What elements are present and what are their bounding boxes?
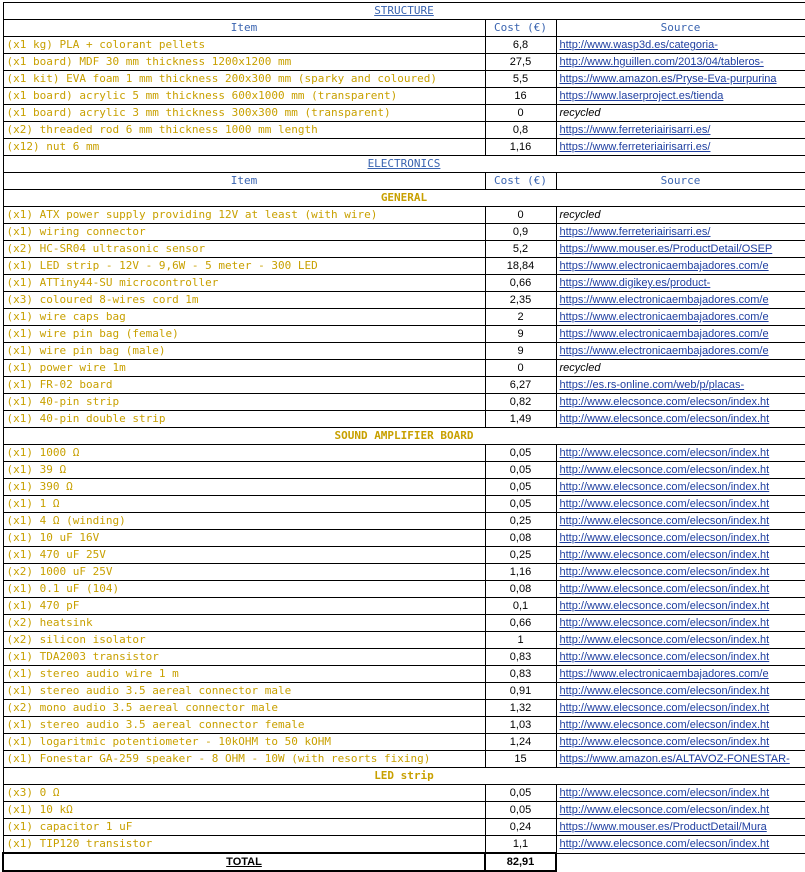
source-link[interactable]: http://www.elecsonce.com/elecson/index.ht [556, 785, 805, 802]
total-empty-cell [556, 853, 805, 871]
table-row [3, 343, 805, 360]
table-row [3, 513, 805, 530]
column-header-source: Source [556, 173, 805, 190]
item-cell: (x1) power wire 1m [3, 360, 485, 377]
item-cell: (x1) 4 Ω (winding) [3, 513, 485, 530]
item-cell: (x1) Fonestar GA-259 speaker - 8 OHM - 10W (with resorts fixing) [3, 751, 485, 768]
source-link[interactable]: https://es.rs-online.com/web/p/placas- [556, 377, 805, 394]
table-row [3, 751, 805, 768]
item-cell: (x1) 470 pF [3, 598, 485, 615]
table-row [3, 547, 805, 564]
item-cell: (x1) wire caps bag [3, 309, 485, 326]
source-cell: recycled [556, 207, 805, 224]
table-row [3, 598, 805, 615]
cost-cell: 0,05 [485, 496, 556, 513]
cost-cell: 2,35 [485, 292, 556, 309]
source-link[interactable]: https://www.ferreteriairisarri.es/ [556, 224, 805, 241]
table-row [3, 309, 805, 326]
cost-cell: 0,08 [485, 530, 556, 547]
source-cell: recycled [556, 105, 805, 122]
source-link[interactable]: https://www.mouser.es/ProductDetail/Mura [556, 819, 805, 836]
table-row [3, 394, 805, 411]
item-cell: (x3) 0 Ω [3, 785, 485, 802]
source-link[interactable]: https://www.electronicaembajadores.com/e [556, 343, 805, 360]
source-link[interactable]: https://www.laserproject.es/tienda [556, 88, 805, 105]
table-row [3, 785, 805, 802]
cost-cell: 0,8 [485, 122, 556, 139]
section-title: STRUCTURE [3, 3, 805, 20]
cost-cell: 1,32 [485, 700, 556, 717]
source-link[interactable]: http://www.elecsonce.com/elecson/index.ht [556, 547, 805, 564]
cost-cell: 9 [485, 343, 556, 360]
item-cell: (x1) 40-pin strip [3, 394, 485, 411]
cost-cell: 1,49 [485, 411, 556, 428]
table-row [3, 700, 805, 717]
item-cell: (x1) wire pin bag (male) [3, 343, 485, 360]
table-row [3, 54, 805, 71]
table-row [3, 819, 805, 836]
item-cell: (x1) TDA2003 transistor [3, 649, 485, 666]
table-row [3, 411, 805, 428]
table-row [3, 666, 805, 683]
item-cell: (x2) threaded rod 6 mm thickness 1000 mm length [3, 122, 485, 139]
section-header-row [3, 3, 805, 20]
table-row [3, 462, 805, 479]
item-cell: (x1) stereo audio 3.5 aereal connector female [3, 717, 485, 734]
cost-cell: 0 [485, 207, 556, 224]
subsection-title: LED strip [3, 768, 805, 785]
cost-cell: 0 [485, 105, 556, 122]
source-link[interactable]: http://www.elecsonce.com/elecson/index.ht [556, 581, 805, 598]
item-cell: (x1) FR-02 board [3, 377, 485, 394]
source-link[interactable]: http://www.elecsonce.com/elecson/index.ht [556, 513, 805, 530]
source-link[interactable]: http://www.elecsonce.com/elecson/index.ht [556, 649, 805, 666]
cost-cell: 0,24 [485, 819, 556, 836]
table-row [3, 377, 805, 394]
source-link[interactable]: https://www.mouser.es/ProductDetail/OSEP [556, 241, 805, 258]
source-link[interactable]: http://www.elecsonce.com/elecson/index.ht [556, 479, 805, 496]
table-row [3, 581, 805, 598]
source-link[interactable]: https://www.electronicaembajadores.com/e [556, 326, 805, 343]
item-cell: (x1) TIP120 transistor [3, 836, 485, 854]
item-cell: (x1 board) MDF 30 mm thickness 1200x1200 mm [3, 54, 485, 71]
total-value: 82,91 [485, 853, 556, 871]
source-link[interactable]: https://www.ferreteriairisarri.es/ [556, 122, 805, 139]
item-cell: (x1) 1000 Ω [3, 445, 485, 462]
source-link[interactable]: http://www.elecsonce.com/elecson/index.ht [556, 445, 805, 462]
source-link[interactable]: http://www.elecsonce.com/elecson/index.ht [556, 598, 805, 615]
column-header-row [3, 173, 805, 190]
table-row [3, 802, 805, 819]
item-cell: (x1) 40-pin double strip [3, 411, 485, 428]
item-cell: (x2) silicon isolator [3, 632, 485, 649]
table-row [3, 683, 805, 700]
source-link[interactable]: http://www.elecsonce.com/elecson/index.ht [556, 632, 805, 649]
item-cell: (x1) ATTiny44-SU microcontroller [3, 275, 485, 292]
item-cell: (x1) ATX power supply providing 12V at least (with wire) [3, 207, 485, 224]
cost-cell: 1,24 [485, 734, 556, 751]
cost-cell: 0,08 [485, 581, 556, 598]
table-row [3, 326, 805, 343]
cost-cell: 16 [485, 88, 556, 105]
cost-cell: 18,84 [485, 258, 556, 275]
source-link[interactable]: http://www.elecsonce.com/elecson/index.ht [556, 462, 805, 479]
item-cell: (x1) 1 Ω [3, 496, 485, 513]
cost-cell: 1,1 [485, 836, 556, 854]
table-row [3, 207, 805, 224]
subsection-header-row [3, 768, 805, 785]
source-link[interactable]: http://www.elecsonce.com/elecson/index.ht [556, 564, 805, 581]
column-header-cost: Cost (€) [485, 20, 556, 37]
source-link[interactable]: http://www.wasp3d.es/categoria- [556, 37, 805, 54]
table-row [3, 88, 805, 105]
table-row [3, 258, 805, 275]
table-row [3, 224, 805, 241]
item-cell: (x1) logaritmic potentiometer - 10kOHM to 50 kOHM [3, 734, 485, 751]
cost-cell: 15 [485, 751, 556, 768]
cost-cell: 0,83 [485, 649, 556, 666]
cost-cell: 5,5 [485, 71, 556, 88]
item-cell: (x1 kit) EVA foam 1 mm thickness 200x300 mm (sparky and coloured) [3, 71, 485, 88]
item-cell: (x1) stereo audio wire 1 m [3, 666, 485, 683]
table-row [3, 360, 805, 377]
table-row [3, 122, 805, 139]
cost-cell: 0,05 [485, 785, 556, 802]
item-cell: (x1) 390 Ω [3, 479, 485, 496]
cost-cell: 6,27 [485, 377, 556, 394]
cost-cell: 1 [485, 632, 556, 649]
column-header-row [3, 20, 805, 37]
cost-cell: 0,9 [485, 224, 556, 241]
item-cell: (x2) HC-SR04 ultrasonic sensor [3, 241, 485, 258]
source-link[interactable]: http://www.elecsonce.com/elecson/index.ht [556, 411, 805, 428]
total-label: TOTAL [3, 853, 485, 871]
bill-of-materials-body [3, 3, 805, 872]
item-cell: (x1 board) acrylic 5 mm thickness 600x1000 mm (transparent) [3, 88, 485, 105]
total-row [3, 853, 805, 871]
cost-cell: 1,03 [485, 717, 556, 734]
cost-cell: 27,5 [485, 54, 556, 71]
cost-cell: 0,66 [485, 615, 556, 632]
item-cell: (x2) mono audio 3.5 aereal connector male [3, 700, 485, 717]
cost-cell: 0,05 [485, 445, 556, 462]
cost-cell: 0,05 [485, 802, 556, 819]
item-cell: (x12) nut 6 mm [3, 139, 485, 156]
section-title: ELECTRONICS [3, 156, 805, 173]
table-row [3, 530, 805, 547]
source-link[interactable]: http://www.elecsonce.com/elecson/index.ht [556, 496, 805, 513]
cost-cell: 1,16 [485, 564, 556, 581]
column-header-cost: Cost (€) [485, 173, 556, 190]
subsection-header-row [3, 190, 805, 207]
cost-cell: 0,82 [485, 394, 556, 411]
table-row [3, 37, 805, 54]
source-link[interactable]: https://www.electronicaembajadores.com/e [556, 666, 805, 683]
item-cell: (x1) 0.1 uF (104) [3, 581, 485, 598]
table-row [3, 479, 805, 496]
source-link[interactable]: http://www.elecsonce.com/elecson/index.ht [556, 802, 805, 819]
cost-cell: 9 [485, 326, 556, 343]
cost-cell: 0,83 [485, 666, 556, 683]
table-row [3, 445, 805, 462]
bill-of-materials-table [2, 2, 805, 872]
table-row [3, 71, 805, 88]
subsection-header-row [3, 428, 805, 445]
item-cell: (x1) 10 uF 16V [3, 530, 485, 547]
cost-cell: 0,05 [485, 479, 556, 496]
source-link[interactable]: http://www.elecsonce.com/elecson/index.ht [556, 717, 805, 734]
item-cell: (x1) wire pin bag (female) [3, 326, 485, 343]
table-row [3, 564, 805, 581]
section-header-row [3, 156, 805, 173]
cost-cell: 1,16 [485, 139, 556, 156]
cost-cell: 0,66 [485, 275, 556, 292]
cost-cell: 0,05 [485, 462, 556, 479]
table-row [3, 105, 805, 122]
table-row [3, 615, 805, 632]
source-link[interactable]: https://www.electronicaembajadores.com/e [556, 309, 805, 326]
column-header-item: Item [3, 173, 485, 190]
source-link[interactable]: http://www.hguillen.com/2013/04/tableros- [556, 54, 805, 71]
source-link[interactable]: http://www.elecsonce.com/elecson/index.ht [556, 615, 805, 632]
table-row [3, 241, 805, 258]
cost-cell: 2 [485, 309, 556, 326]
table-row [3, 292, 805, 309]
source-link[interactable]: http://www.elecsonce.com/elecson/index.ht [556, 836, 805, 854]
cost-cell: 0,25 [485, 513, 556, 530]
source-link[interactable]: http://www.elecsonce.com/elecson/index.ht [556, 683, 805, 700]
column-header-item: Item [3, 20, 485, 37]
table-row [3, 734, 805, 751]
source-link[interactable]: https://www.digikey.es/product- [556, 275, 805, 292]
item-cell: (x1) 10 kΩ [3, 802, 485, 819]
table-row [3, 275, 805, 292]
source-link[interactable]: http://www.elecsonce.com/elecson/index.ht [556, 700, 805, 717]
table-row [3, 836, 805, 854]
source-link[interactable]: http://www.elecsonce.com/elecson/index.ht [556, 734, 805, 751]
item-cell: (x1 board) acrylic 3 mm thickness 300x300 mm (transparent) [3, 105, 485, 122]
source-link[interactable]: http://www.elecsonce.com/elecson/index.ht [556, 394, 805, 411]
source-link[interactable]: https://www.amazon.es/Pryse-Eva-purpurina [556, 71, 805, 88]
table-row [3, 717, 805, 734]
table-row [3, 632, 805, 649]
table-row [3, 139, 805, 156]
item-cell: (x1) wiring connector [3, 224, 485, 241]
source-cell: recycled [556, 360, 805, 377]
source-link[interactable]: http://www.elecsonce.com/elecson/index.ht [556, 530, 805, 547]
item-cell: (x2) 1000 uF 25V [3, 564, 485, 581]
table-row [3, 496, 805, 513]
cost-cell: 0,1 [485, 598, 556, 615]
cost-cell: 6,8 [485, 37, 556, 54]
source-link[interactable]: https://www.ferreteriairisarri.es/ [556, 139, 805, 156]
item-cell: (x1 kg) PLA + colorant pellets [3, 37, 485, 54]
item-cell: (x1) 39 Ω [3, 462, 485, 479]
source-link[interactable]: https://www.electronicaembajadores.com/e [556, 258, 805, 275]
source-link[interactable]: https://www.amazon.es/ALTAVOZ-FONESTAR- [556, 751, 805, 768]
subsection-title: SOUND AMPLIFIER BOARD [3, 428, 805, 445]
cost-cell: 5,2 [485, 241, 556, 258]
cost-cell: 0,91 [485, 683, 556, 700]
item-cell: (x1) capacitor 1 uF [3, 819, 485, 836]
item-cell: (x2) heatsink [3, 615, 485, 632]
item-cell: (x1) stereo audio 3.5 aereal connector male [3, 683, 485, 700]
item-cell: (x3) coloured 8-wires cord 1m [3, 292, 485, 309]
item-cell: (x1) 470 uF 25V [3, 547, 485, 564]
column-header-source: Source [556, 20, 805, 37]
source-link[interactable]: https://www.electronicaembajadores.com/e [556, 292, 805, 309]
table-row [3, 649, 805, 666]
item-cell: (x1) LED strip - 12V - 9,6W - 5 meter - 300 LED [3, 258, 485, 275]
subsection-title: GENERAL [3, 190, 805, 207]
cost-cell: 0,25 [485, 547, 556, 564]
cost-cell: 0 [485, 360, 556, 377]
